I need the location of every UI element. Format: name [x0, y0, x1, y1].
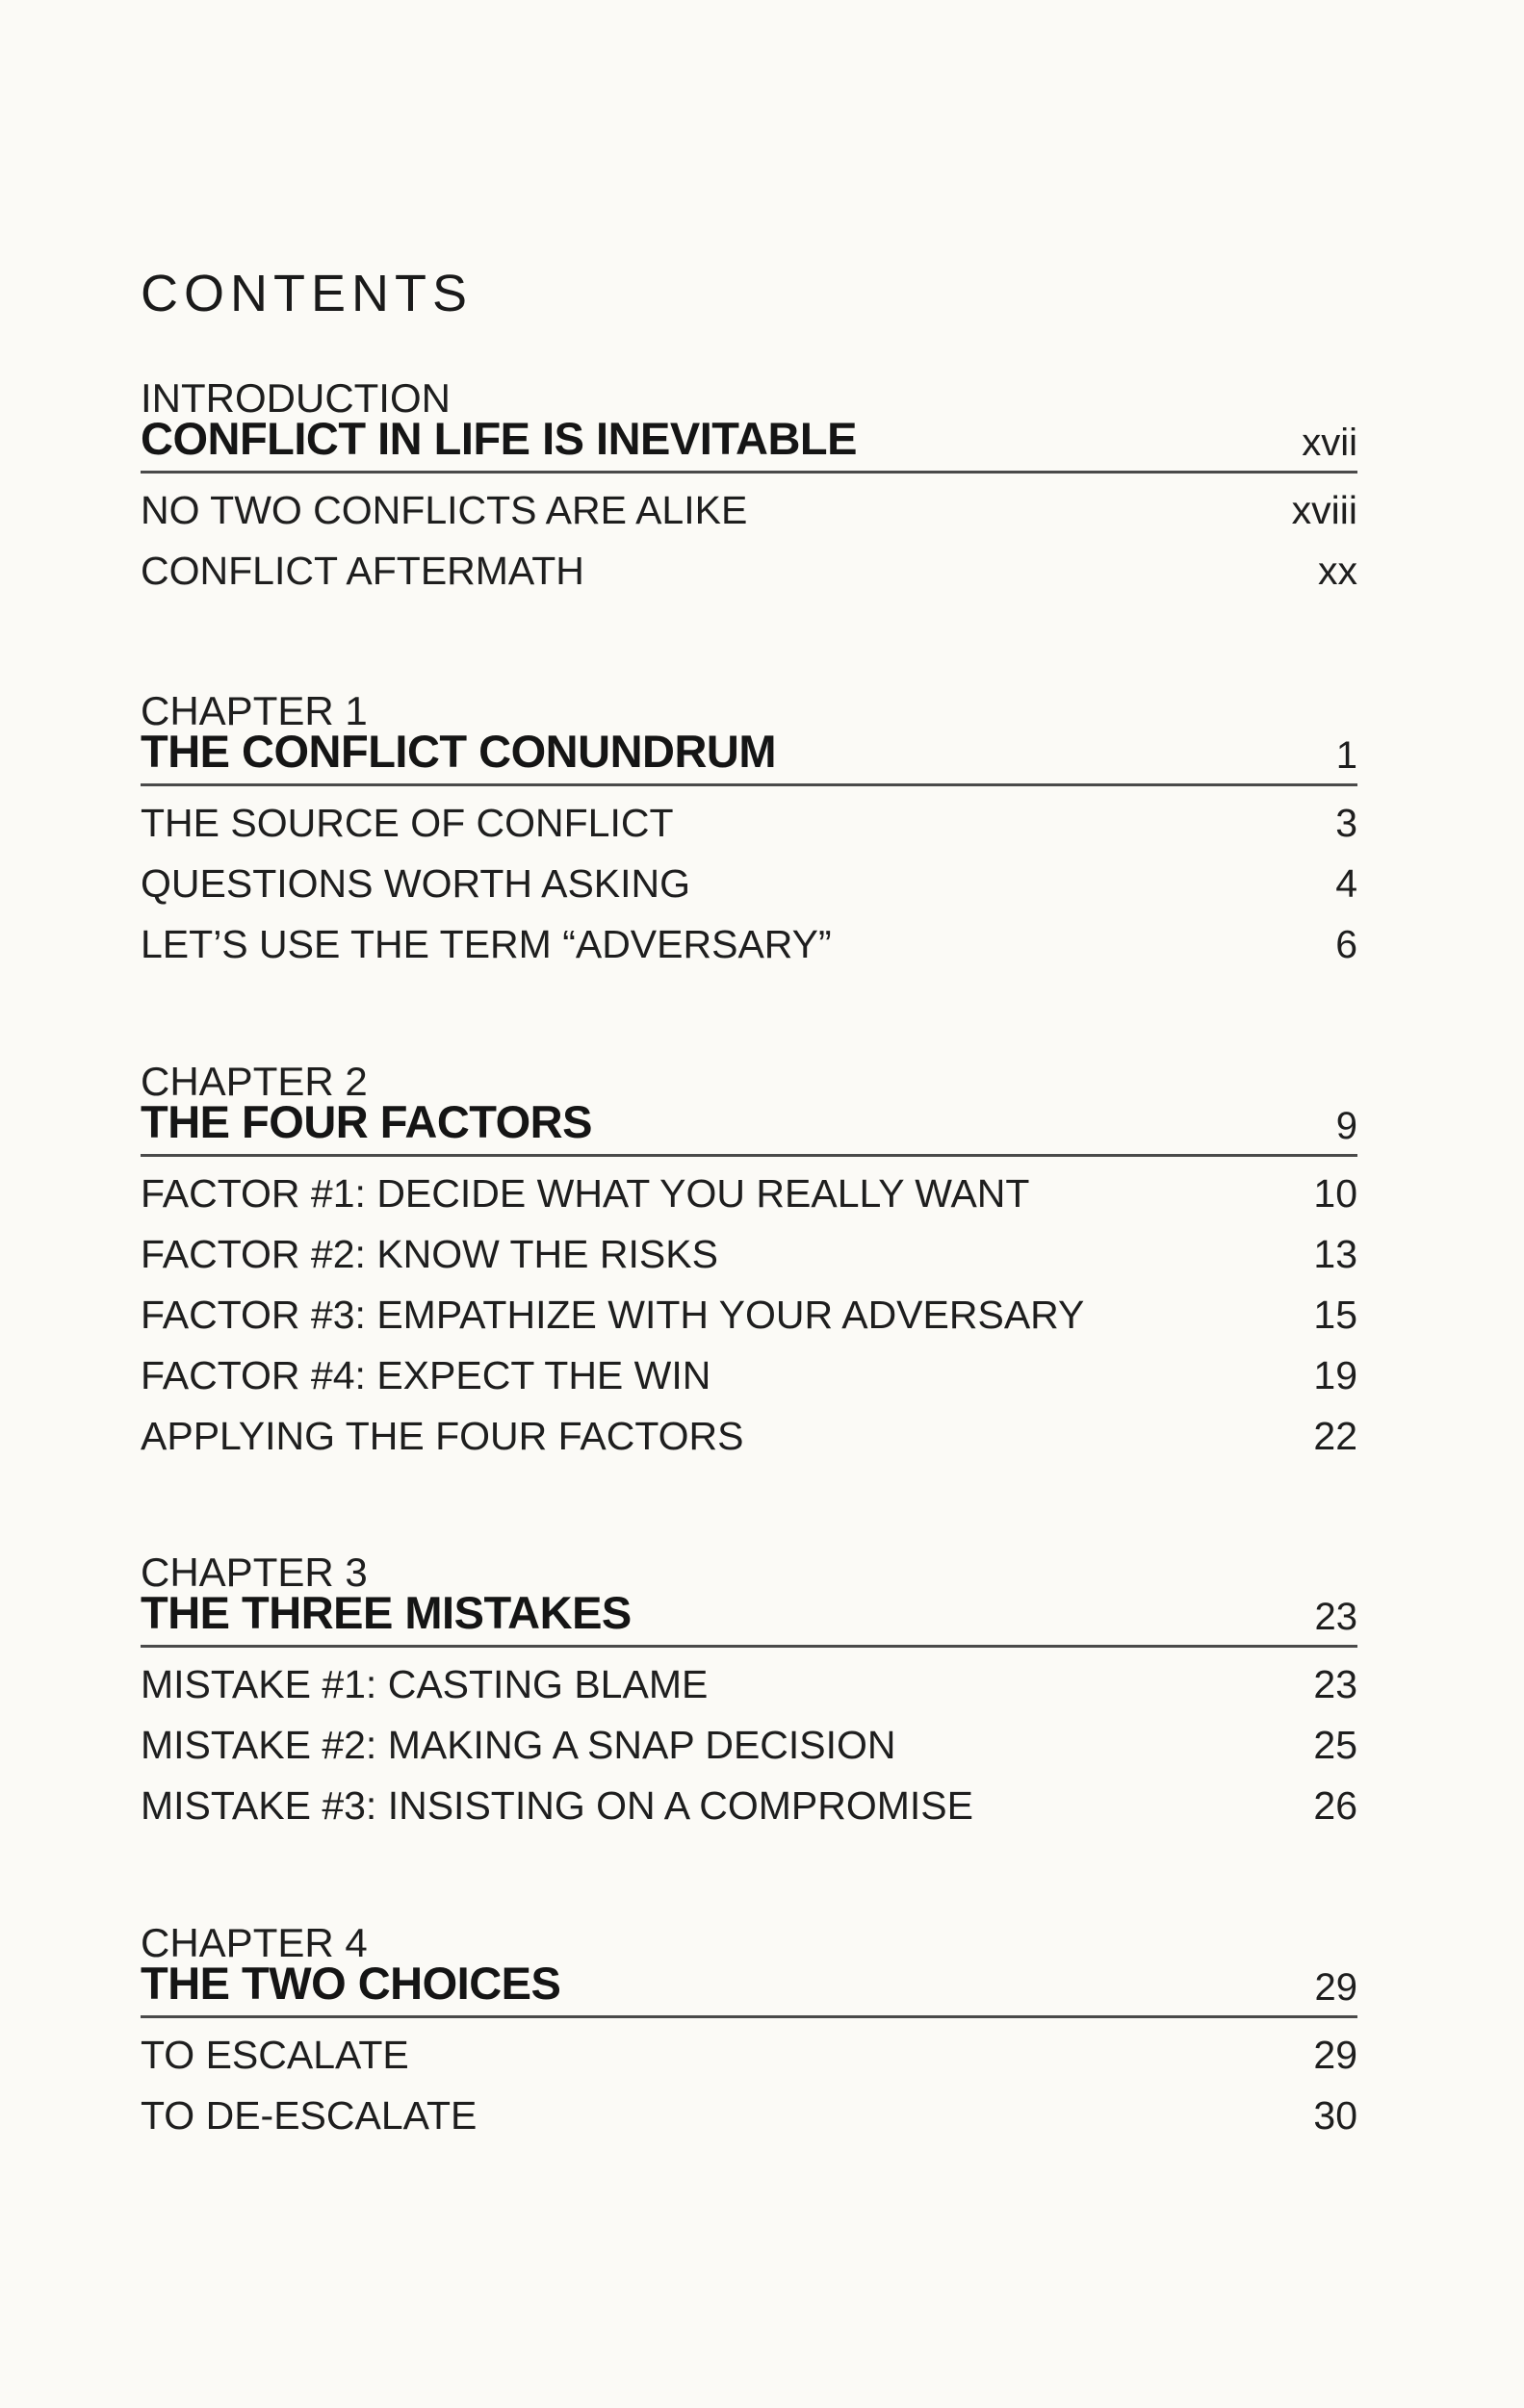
toc-entry[interactable] — [141, 542, 1357, 600]
entry-page-number: 13 — [1313, 1232, 1357, 1276]
section-title: THE CONFLICT CONUNDRUM — [141, 726, 776, 777]
section-title: CONFLICT IN LIFE IS INEVITABLE — [141, 413, 857, 464]
entry-page-number: 26 — [1313, 1783, 1357, 1828]
section-page-number: 1 — [1335, 734, 1357, 777]
entry-page-number: 3 — [1335, 801, 1357, 845]
toc-entry[interactable] — [141, 1286, 1357, 1344]
toc-entry[interactable] — [141, 1716, 1357, 1774]
entry-page-number: 19 — [1313, 1353, 1357, 1397]
section-label: INTRODUCTION — [141, 375, 451, 421]
toc-entry[interactable] — [141, 1777, 1357, 1834]
entry-title: QUESTIONS WORTH ASKING — [141, 861, 691, 906]
toc-entry[interactable] — [141, 481, 1357, 539]
section-heading[interactable] — [141, 1959, 1357, 2018]
toc-entry[interactable] — [141, 1655, 1357, 1713]
entry-page-number: 15 — [1313, 1293, 1357, 1337]
entry-title: MISTAKE #3: INSISTING ON A COMPROMISE — [141, 1783, 973, 1828]
entry-title: THE SOURCE OF CONFLICT — [141, 801, 674, 845]
section-heading[interactable] — [141, 727, 1357, 786]
entry-page-number: 22 — [1313, 1414, 1357, 1458]
contents-page — [141, 260, 1357, 2138]
toc-entry[interactable] — [141, 1346, 1357, 1404]
entry-page-number: xviii — [1291, 488, 1357, 532]
entry-title: NO TWO CONFLICTS ARE ALIKE — [141, 488, 748, 532]
entry-title: FACTOR #4: EXPECT THE WIN — [141, 1353, 711, 1397]
toc-entry[interactable] — [141, 855, 1357, 912]
entry-page-number: 29 — [1313, 2033, 1357, 2077]
section-page-number: 9 — [1335, 1105, 1357, 1147]
entry-page-number: xx — [1318, 549, 1357, 593]
section-title: THE FOUR FACTORS — [141, 1096, 592, 1147]
entry-title: FACTOR #1: DECIDE WHAT YOU REALLY WANT — [141, 1171, 1030, 1216]
entry-title: FACTOR #2: KNOW THE RISKS — [141, 1232, 718, 1276]
section-label: CHAPTER 4 — [141, 1920, 368, 1965]
entry-title: TO DE-ESCALATE — [141, 2093, 478, 2138]
entry-title: FACTOR #3: EMPATHIZE WITH YOUR ADVERSARY — [141, 1293, 1085, 1337]
entry-title: APPLYING THE FOUR FACTORS — [141, 1414, 744, 1458]
toc-entry[interactable] — [141, 1225, 1357, 1283]
section-heading[interactable] — [141, 1588, 1357, 1648]
section-page-number: xvii — [1302, 422, 1357, 464]
toc-entry[interactable] — [141, 2087, 1357, 2144]
section-title: THE TWO CHOICES — [141, 1958, 561, 2009]
toc-entry[interactable] — [141, 1165, 1357, 1222]
entry-page-number: 10 — [1313, 1171, 1357, 1216]
section-page-number: 23 — [1314, 1596, 1357, 1638]
section-label: CHAPTER 1 — [141, 688, 368, 733]
section-heading[interactable] — [141, 1097, 1357, 1157]
toc-entry[interactable] — [141, 915, 1357, 973]
section-heading[interactable] — [141, 414, 1357, 474]
page-title: CONTENTS — [141, 265, 473, 322]
entry-page-number: 25 — [1313, 1723, 1357, 1767]
entry-title: TO ESCALATE — [141, 2033, 409, 2077]
toc-entry[interactable] — [141, 1407, 1357, 1465]
toc-entry[interactable] — [141, 794, 1357, 852]
entry-page-number: 23 — [1313, 1662, 1357, 1706]
entry-title: MISTAKE #1: CASTING BLAME — [141, 1662, 709, 1706]
entry-page-number: 6 — [1335, 922, 1357, 966]
entry-title: LET’S USE THE TERM “ADVERSARY” — [141, 922, 832, 966]
entry-title: CONFLICT AFTERMATH — [141, 549, 584, 593]
section-label: CHAPTER 2 — [141, 1059, 368, 1104]
section-page-number: 29 — [1314, 1966, 1357, 2009]
section-label: CHAPTER 3 — [141, 1550, 368, 1595]
entry-page-number: 4 — [1335, 861, 1357, 906]
toc-entry[interactable] — [141, 2026, 1357, 2084]
entry-page-number: 30 — [1313, 2093, 1357, 2138]
section-title: THE THREE MISTAKES — [141, 1587, 632, 1638]
entry-title: MISTAKE #2: MAKING A SNAP DECISION — [141, 1723, 896, 1767]
